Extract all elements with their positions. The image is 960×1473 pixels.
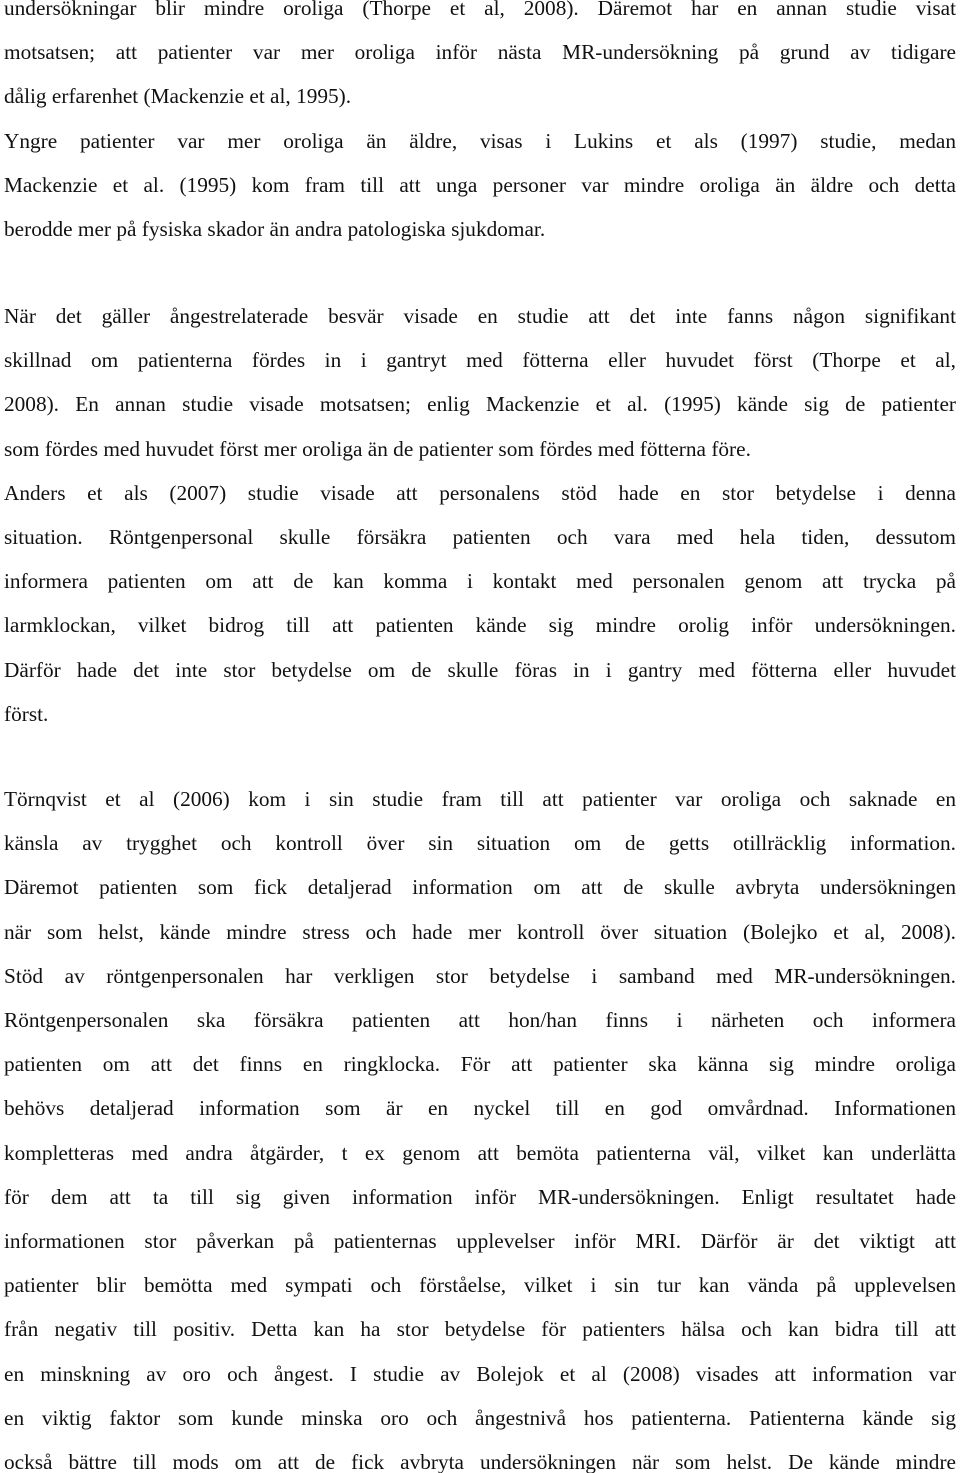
- text-line: också bättre till mods om att de fick avbryta undersökningen när som helst. De kände mindre: [4, 1450, 956, 1473]
- text-line: Därför hade det inte stor betydelse om de skulle föras in i gantry med fötterna eller huvudet: [4, 657, 956, 682]
- text-line: Stöd av röntgenpersonalen har verkligen stor betydelse i samband med MR-undersökningen.: [4, 963, 956, 988]
- text-line: från negativ till positiv. Detta kan ha stor betydelse för patienters hälsa och kan bidra till att: [4, 1317, 956, 1342]
- text-line: behövs detaljerad information som är en nyckel till en god omvårdnad. Informationen: [4, 1096, 956, 1121]
- text-line: Anders et als (2007) studie visade att personalens stöd hade en stor betydelse i denna: [4, 480, 956, 505]
- text-line: en minskning av oro och ångest. I studie av Bolejok et al (2008) visades att information var: [4, 1361, 956, 1386]
- text-line: Törnqvist et al (2006) kom i sin studie fram till att patienter var oroliga och saknade en: [4, 787, 956, 811]
- text-line: för dem att ta till sig given information inför MR-undersökningen. Enligt resultatet hade: [4, 1184, 956, 1209]
- text-line: larmklockan, vilket bidrog till att patienten kände sig mindre orolig inför undersökningen.: [4, 613, 956, 638]
- text-line: situation. Röntgenpersonal skulle försäkra patienten och vara med hela tiden, dessutom: [4, 525, 956, 549]
- text-line: känsla av trygghet och kontroll över sin situation om de getts otillräcklig information.: [4, 831, 956, 856]
- text-line: Röntgenpersonalen ska försäkra patienten att hon/han finns i närheten och informera: [4, 1008, 956, 1032]
- text-line: undersökningar blir mindre oroliga (Thorpe et al, 2008). Däremot har en annan studie visat: [4, 0, 956, 20]
- text-line: dålig erfarenhet (Mackenzie et al, 1995).: [4, 84, 352, 109]
- text-line: informationen stor påverkan på patienternas upplevelser inför MRI. Därför är det viktigt att: [4, 1229, 956, 1253]
- text-line: som fördes med huvudet först mer oroliga än de patienter som fördes med fötterna före.: [4, 436, 751, 461]
- text-line: 2008). En annan studie visade motsatsen; enlig Mackenzie et al. (1995) kände sig de patienter: [4, 392, 956, 417]
- text-line: När det gäller ångestrelaterade besvär visade en studie att det inte fanns någon signifikant: [4, 304, 956, 328]
- text-line: Mackenzie et al. (1995) kom fram till att unga personer var mindre oroliga än äldre och detta: [4, 172, 956, 197]
- text-line: skillnad om patienterna fördes in i gantryt med fötterna eller huvudet först (Thorpe et al,: [4, 348, 956, 373]
- text-line: när som helst, kände mindre stress och hade mer kontroll över situation (Bolejko et al, 2008).: [4, 919, 956, 944]
- text-line: en viktig faktor som kunde minska oro och ångestnivå hos patienterna. Patienterna kände sig: [4, 1405, 956, 1430]
- text-line: patienten om att det finns en ringklocka. För att patienter ska känna sig mindre oroliga: [4, 1052, 956, 1077]
- text-line: Yngre patienter var mer oroliga än äldre, visas i Lukins et als (1997) studie, medan: [4, 128, 956, 153]
- text-line: motsatsen; att patienter var mer oroliga inför nästa MR-undersökning på grund av tidigare: [4, 40, 956, 65]
- text-line: informera patienten om att de kan komma i kontakt med personalen genom att trycka på: [4, 569, 956, 594]
- text-line: berodde mer på fysiska skador än andra patologiska sjukdomar.: [4, 217, 546, 241]
- text-line: patienter blir bemötta med sympati och förståelse, vilket i sin tur kan vända på upplevelsen: [4, 1273, 956, 1298]
- text-line: Däremot patienten som fick detaljerad information om att de skulle avbryta undersökningen: [4, 875, 956, 900]
- text-line: först.: [4, 701, 49, 726]
- text-line: kompletteras med andra åtgärder, t ex genom att bemöta patienterna väl, vilket kan underlätta: [4, 1140, 956, 1165]
